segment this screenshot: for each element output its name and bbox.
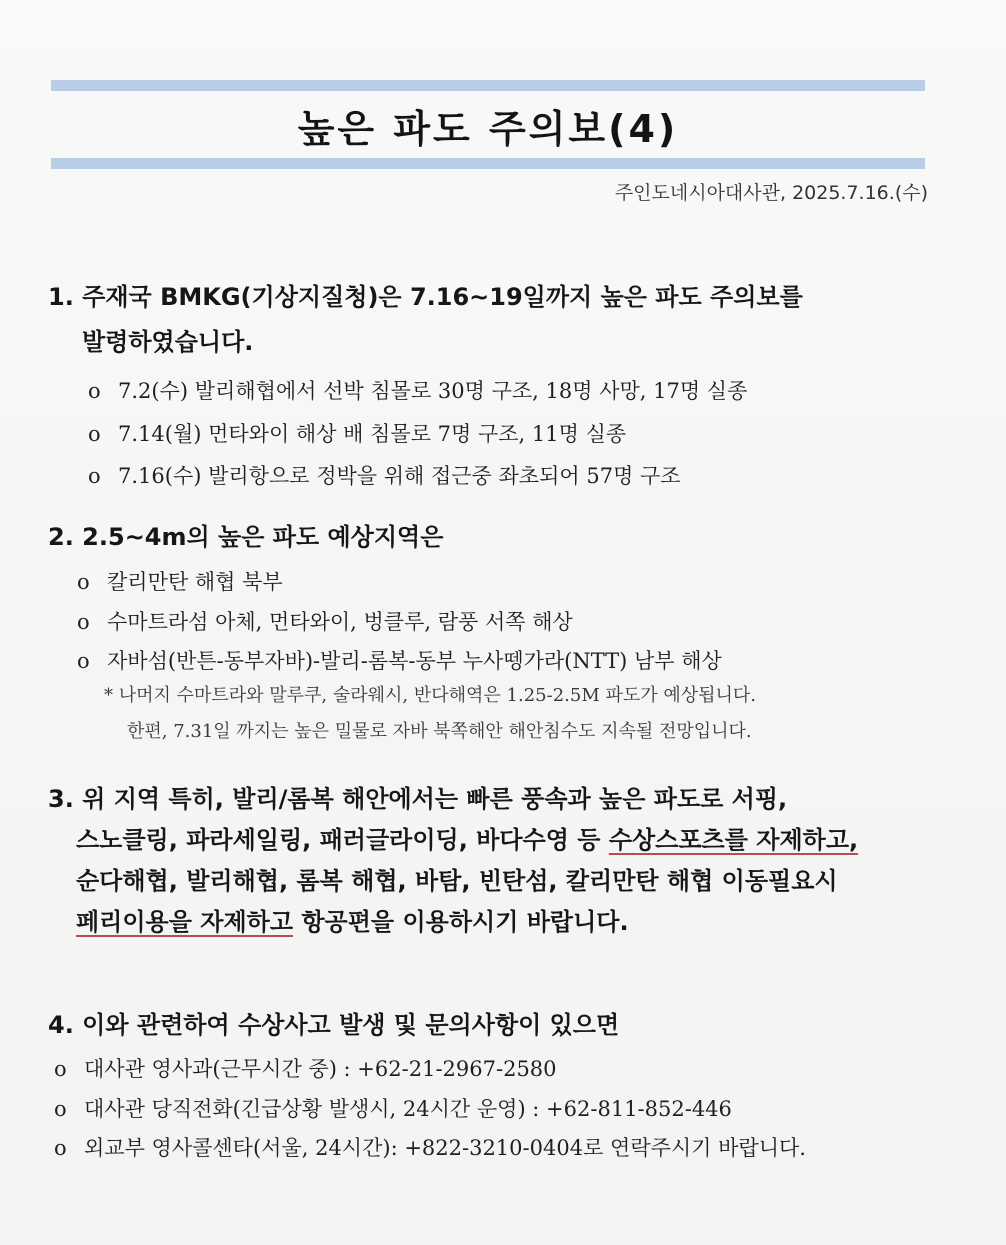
section1-item — [88, 418, 626, 448]
section4-item-text: 대사관 영사과(근무시간 중) : +62-21-2967-2580 — [84, 1057, 557, 1081]
section1-item — [88, 460, 681, 490]
section2-note-line1: * 나머지 수마트라와 말루쿠, 술라웨시, 반다해역은 1.25-2.5M 파도가 예상됩니다. — [104, 685, 757, 706]
section2-item — [77, 606, 573, 636]
page-title: 높은 파도 주의보(4) — [297, 107, 679, 151]
bullet-icon: o — [77, 649, 90, 673]
bullet-icon: o — [54, 1097, 67, 1121]
section4-item — [54, 1053, 557, 1083]
section1-heading-line2: 발령하였습니다. — [82, 328, 254, 356]
section3-line3: 순다해협, 발리해협, 롬복 해협, 바탐, 빈탄섬, 칼리만탄 해협 이동필요시 — [76, 867, 838, 895]
section1-item-text: 7.14(월) 먼타와이 해상 배 침몰로 7명 구조, 11명 실종 — [118, 422, 627, 446]
section3-underlined-phrase: 수상스포츠를 자제하고, — [608, 826, 859, 854]
section3-line4 — [76, 902, 629, 943]
section2-note-line2: 한편, 7.31일 까지는 높은 밀물로 자바 북쪽해안 해안침수도 지속될 전망입니다. — [127, 721, 752, 742]
section1-item-text: 7.2(수) 발리해협에서 선박 침몰로 30명 구조, 18명 사망, 17명 실종 — [118, 379, 748, 403]
bullet-icon: o — [54, 1057, 67, 1081]
bullet-icon: o — [88, 422, 101, 446]
section2-item — [77, 645, 722, 675]
section2-item-text: 수마트라섬 아체, 먼타와이, 벙클루, 람풍 서쪽 해상 — [107, 610, 573, 634]
section2-item-text: 자바섬(반튼-동부자바)-발리-롬복-동부 누사뗑가라(NTT) 남부 해상 — [107, 649, 722, 673]
section4-item-text: 외교부 영사콜센타(서울, 24시간): +822-3210-0404로 연락주시기 바랍니다. — [84, 1136, 806, 1160]
section4-heading: 4. 이와 관련하여 수상사고 발생 및 문의사항이 있으면 — [48, 1011, 620, 1039]
section1-item-text: 7.16(수) 발리항으로 정박을 위해 접근중 좌초되어 57명 구조 — [118, 464, 681, 488]
section2-item — [77, 566, 283, 596]
bullet-icon: o — [77, 610, 90, 634]
title-top-rule — [51, 80, 925, 91]
section2-heading: 2. 2.5~4m의 높은 파도 예상지역은 — [48, 523, 444, 551]
section3-line4-text: 항공편을 이용하시기 바랍니다. — [293, 908, 629, 936]
section4-item — [54, 1093, 732, 1123]
section1-item — [88, 375, 747, 405]
section3-line1: 3. 위 지역 특히, 발리/롬복 해안에서는 빠른 풍속과 높은 파도로 서핑, — [48, 785, 788, 813]
section3-line2-text: 스노클링, 파라세일링, 패러글라이딩, 바다수영 등 — [76, 826, 609, 854]
section4-item — [54, 1132, 806, 1162]
bullet-icon: o — [77, 570, 90, 594]
section1-heading-line1: 1. 주재국 BMKG(기상지질청)은 7.16~19일까지 높은 파도 주의보를 — [48, 283, 803, 311]
section3-line2 — [76, 820, 858, 861]
section2-item-text: 칼리만탄 해협 북부 — [107, 570, 283, 594]
bullet-icon: o — [88, 379, 101, 403]
bullet-icon: o — [88, 464, 101, 488]
bullet-icon: o — [54, 1136, 67, 1160]
section3-underlined-phrase: 페리이용을 자제하고 — [76, 908, 294, 936]
section4-item-text: 대사관 당직전화(긴급상황 발생시, 24시간 운영) : +62-811-852-446 — [84, 1097, 732, 1121]
issuer-date: 주인도네시아대사관, 2025.7.16.(수) — [614, 182, 928, 204]
title-bottom-rule — [51, 158, 925, 169]
